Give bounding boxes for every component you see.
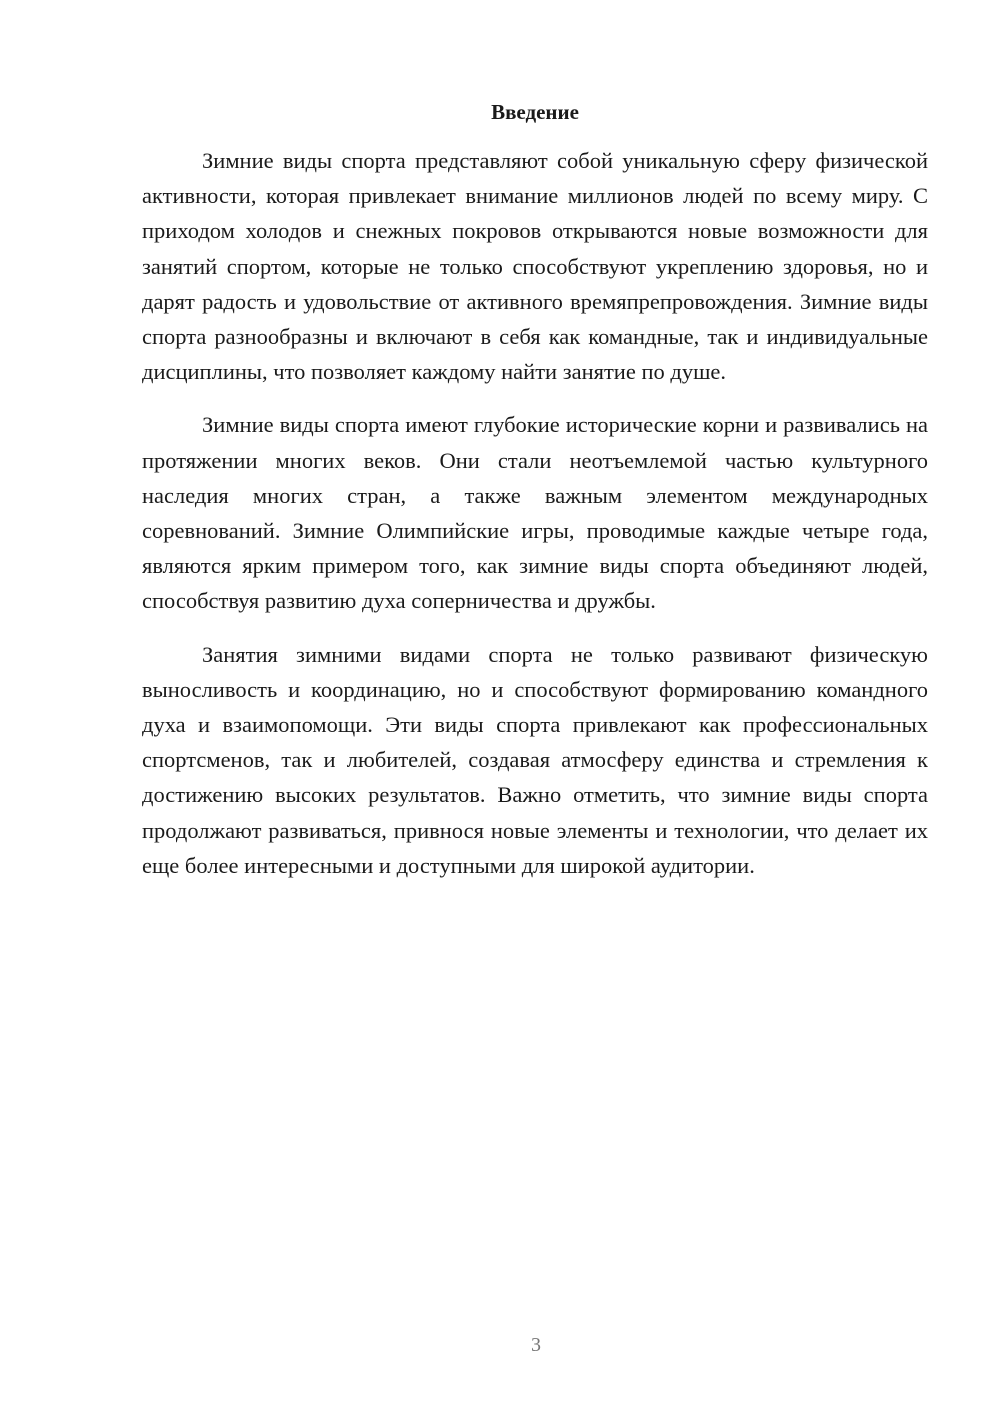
paragraph-2: Зимние виды спорта имеют глубокие исторические корни и развивались на протяжении многих веков. Они стали неотъемлемой частью культурного наследия многих стран, а также важным элементом международных соревнований. Зимние Олимпийские игры, проводимые каждые четыре года, являются ярким примером того, как зимние виды спорта объединяют людей, способствуя развитию духа соперничества и дружбы. <box>142 412 928 614</box>
paragraph-1: Зимние виды спорта представляют собой уникальную сферу физической активности, которая привлекает внимание миллионов людей по всему миру. С приходом холодов и снежных покровов открываются новые возможности для занятий спортом, которые не только способствуют укреплению здоровья, но и дарят радость и удовольствие от активного времяпрепровождения. Зимние виды спорта разнообразны и включают в себя как командные, так и индивидуальные дисциплины, что позволяет каждому найти занятие по душе. <box>142 148 928 385</box>
paragraph-3: Занятия зимними видами спорта не только развивают физическую выносливость и координацию, но и способствуют формированию командного духа и взаимопомощи. Эти виды спорта привлекают как профессиональных спортсменов, так и любителей, создавая атмосферу единства и стремления к достижению высоких результатов. Важно отметить, что зимние виды спорта продолжают развиваться, привнося новые элементы и технологии, что делает их еще более интересными и доступными для широкой аудитории. <box>142 641 928 878</box>
body-text <box>142 143 928 901</box>
section-heading: Введение <box>491 100 579 124</box>
page-number: 3 <box>531 1334 541 1356</box>
